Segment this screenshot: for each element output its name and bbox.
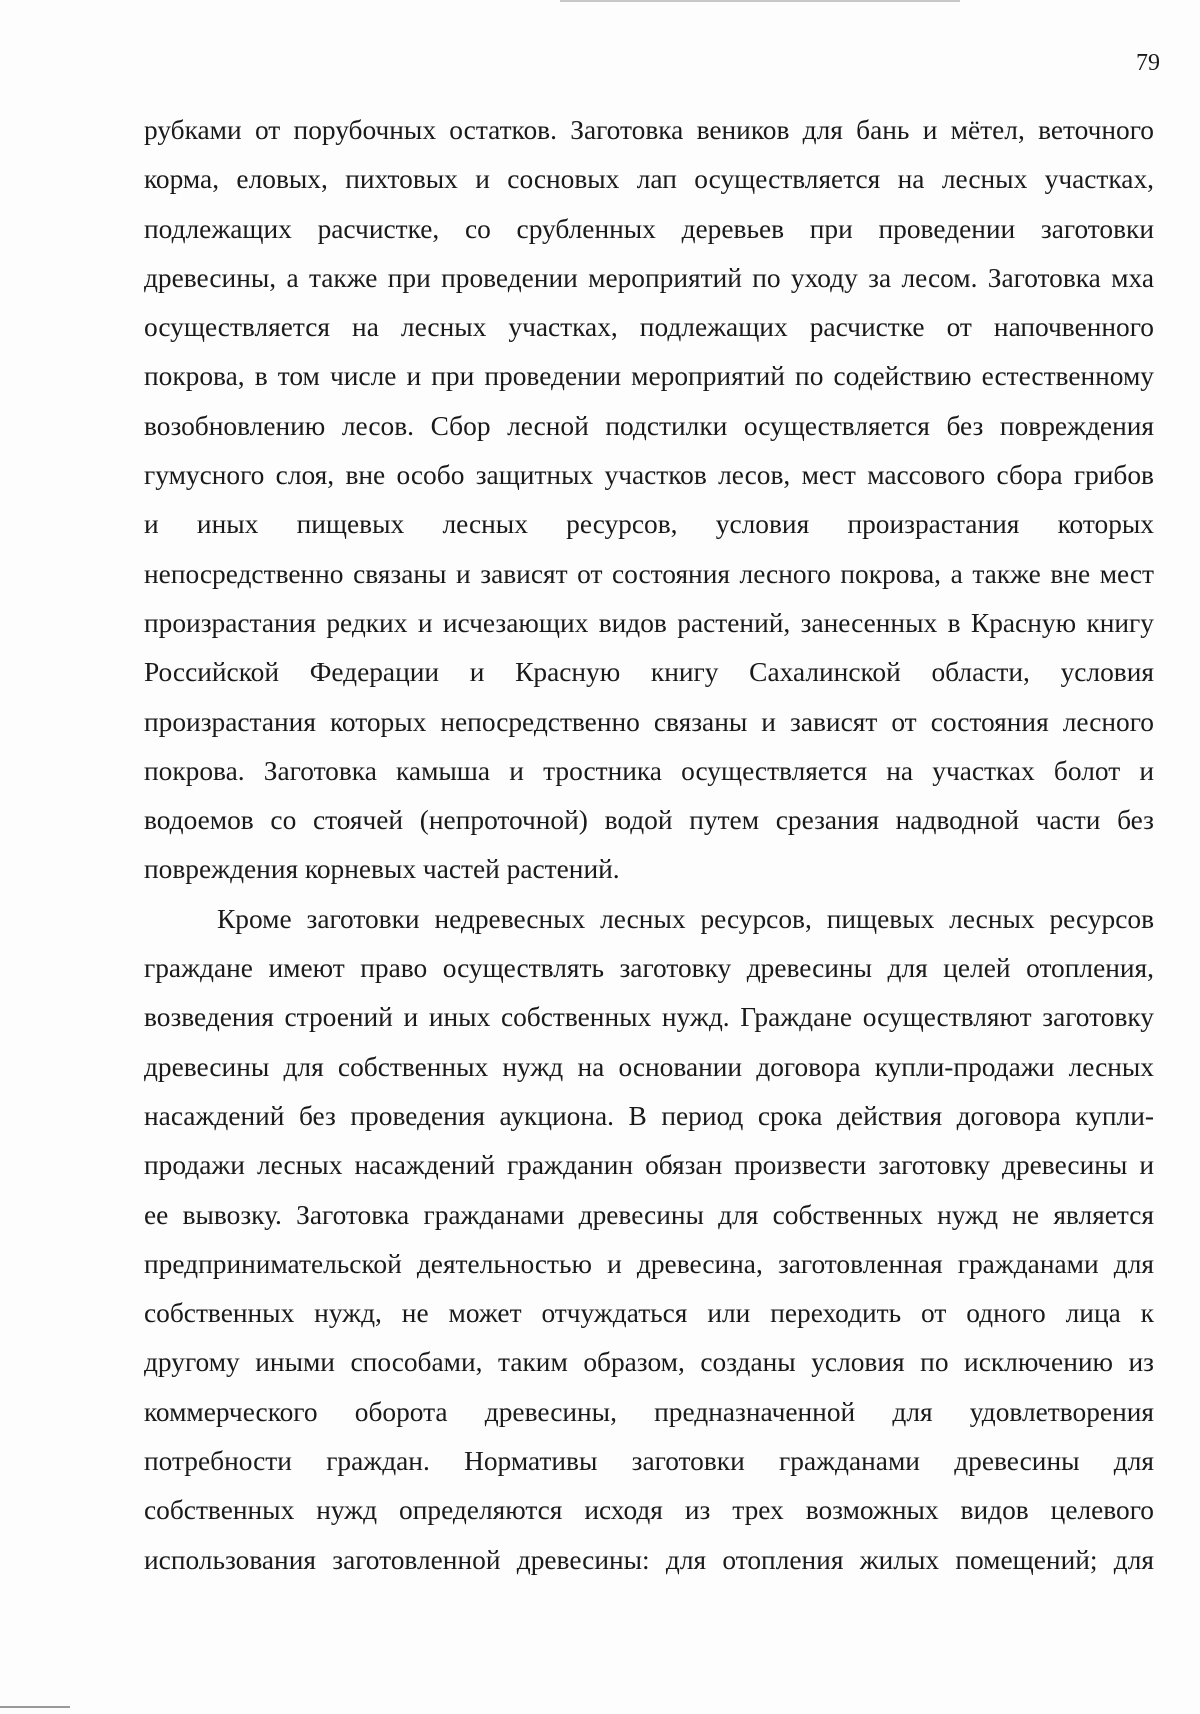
text-line: древесины, а также при проведении мероприятий по уходу за лесом. Заготовка мха [144, 262, 1154, 293]
text-line: древесины для собственных нужд на основании договора купли-продажи лесных [144, 1051, 1154, 1082]
body-text [144, 106, 1154, 1585]
text-line: коммерческого оборота древесины, предназначенной для удовлетворения [144, 1396, 1154, 1427]
text-line: подлежащих расчистке, со срубленных деревьев при проведении заготовки [144, 213, 1154, 244]
text-line: корма, еловых, пихтовых и сосновых лап осуществляется на лесных участках, [144, 164, 1154, 195]
text-line: другому иными способами, таким образом, созданы условия по исключению из [144, 1347, 1154, 1378]
text-line: водоемов со стоячей (непроточной) водой путем срезания надводной части без [144, 805, 1154, 836]
text-line: насаждений без проведения аукциона. В период срока действия договора купли- [144, 1100, 1154, 1131]
text-line: Российской Федерации и Красную книгу Сахалинской области, условия [144, 657, 1154, 688]
text-line: возобновлению лесов. Сбор лесной подстилки осуществляется без повреждения [144, 410, 1154, 441]
text-line: граждане имеют право осуществлять заготовку древесины для целей отопления, [144, 953, 1154, 984]
text-line: гумусного слоя, вне особо защитных участков лесов, мест массового сбора грибов [144, 460, 1154, 491]
text-line: Кроме заготовки недревесных лесных ресурсов, пищевых лесных ресурсов [217, 903, 1154, 934]
text-line: продажи лесных насаждений гражданин обязан произвести заготовку древесины и [144, 1150, 1154, 1181]
text-line: возведения строений и иных собственных нужд. Граждане осуществляют заготовку [144, 1002, 1154, 1033]
page-number: 79 [1136, 50, 1160, 76]
text-line: рубками от порубочных остатков. Заготовка веников для бань и мётел, веточного [144, 115, 1154, 145]
text-line: предпринимательской деятельностью и древесина, заготовленная гражданами для [144, 1248, 1154, 1279]
paragraph [144, 895, 1154, 1585]
text-line: собственных нужд определяются исходя из трех возможных видов целевого [144, 1495, 1154, 1526]
text-line: произрастания редких и исчезающих видов растений, занесенных в Красную книгу [144, 607, 1154, 638]
text-line: собственных нужд, не может отчуждаться или переходить от одного лица к [144, 1298, 1154, 1329]
text-line: ее вывозку. Заготовка гражданами древесины для собственных нужд не является [144, 1199, 1154, 1230]
paragraph [144, 106, 1154, 895]
scan-edge-line-bottom [0, 1706, 70, 1708]
text-line: потребности граждан. Нормативы заготовки гражданами древесины для [144, 1446, 1154, 1477]
text-line: и иных пищевых лесных ресурсов, условия произрастания которых [144, 509, 1154, 540]
text-line: покрова, в том числе и при проведении мероприятий по содействию естественному [144, 361, 1154, 392]
text-line: осуществляется на лесных участках, подлежащих расчистке от напочвенного [144, 312, 1154, 343]
text-line: произрастания которых непосредственно связаны и зависят от состояния лесного [144, 706, 1154, 737]
scan-edge-line-top [560, 0, 960, 2]
text-line: покрова. Заготовка камыша и тростника осуществляется на участках болот и [144, 755, 1154, 786]
text-line: непосредственно связаны и зависят от состояния лесного покрова, а также вне мест [144, 558, 1154, 589]
text-line: использования заготовленной древесины: для отопления жилых помещений; для [144, 1544, 1154, 1575]
text-line: повреждения корневых частей растений. [144, 854, 620, 885]
